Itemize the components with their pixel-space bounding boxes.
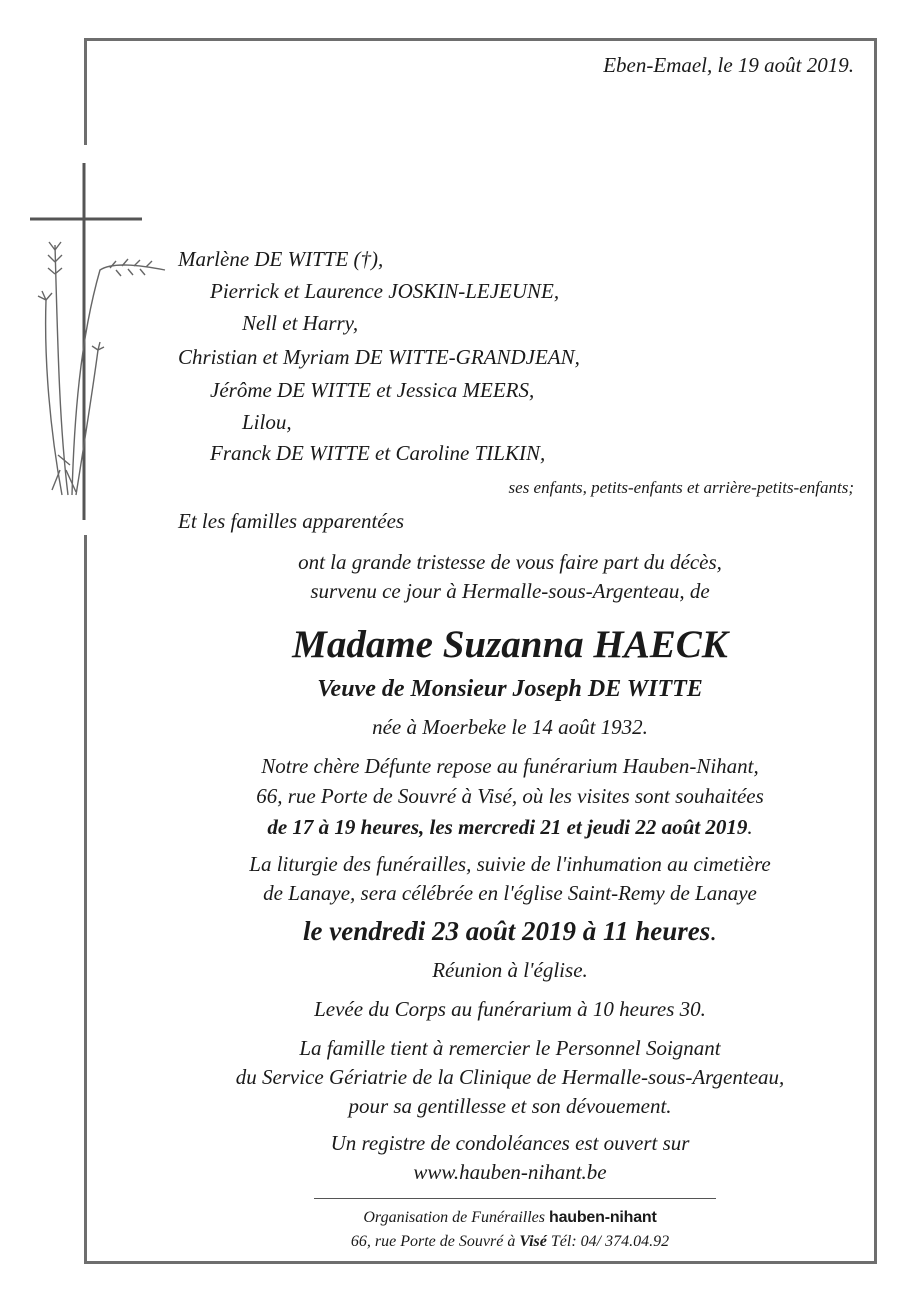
footer-city: Visé — [519, 1233, 547, 1250]
visitation-times-end: . — [747, 815, 753, 839]
thanks-line-1: La famille tient à remercier le Personnel Soignant — [299, 1036, 721, 1060]
liturgy-line-1: La liturgie des funérailles, suivie de l'inhumation au cimetière — [249, 852, 771, 876]
relatives-line: Et les familles apparentées — [178, 509, 405, 533]
footer-org — [170, 1209, 850, 1227]
footer-address-text: 66, rue Porte de Souvré à — [350, 1233, 516, 1250]
deceased-name: Madame Suzanna HAECK — [292, 623, 728, 666]
visitation-times — [170, 815, 850, 840]
intro-line-2: survenu ce jour à Hermalle-sous-Argenteau, de — [310, 579, 710, 603]
registry-url[interactable]: www.hauben-nihant.be — [413, 1160, 607, 1184]
footer-phone: Tél: 04/ 374.04.92 — [550, 1233, 670, 1250]
footer-address — [170, 1233, 850, 1251]
intro-line-1: ont la grande tristesse de vous faire part du décès, — [298, 550, 722, 574]
family-line-7: Franck DE WITTE et Caroline TILKIN, — [210, 441, 546, 465]
visitation-line-2: 66, rue Porte de Souvré à Visé, où les visites sont souhaitées — [256, 784, 764, 808]
thanks-line-3: pour sa gentillesse et son dévouement. — [348, 1094, 672, 1118]
levee-line: Levée du Corps au funérarium à 10 heures 30. — [314, 997, 706, 1021]
reunion-line: Réunion à l'église. — [432, 958, 588, 982]
family-line-1: Marlène DE WITTE (†), — [178, 247, 384, 271]
family-line-2: Pierrick et Laurence JOSKIN-LEJEUNE, — [210, 279, 560, 303]
family-relation: ses enfants, petits-enfants et arrière-petits-enfants; — [508, 478, 854, 497]
widow-of: Veuve de Monsieur Joseph DE WITTE — [317, 676, 703, 702]
liturgy-date — [170, 916, 850, 947]
visitation-line-1: Notre chère Défunte repose au funérarium Hauben-Nihant, — [261, 754, 759, 778]
family-line-3: Nell et Harry, — [242, 311, 359, 335]
visitation-times-bold: de 17 à 19 heures, les mercredi 21 et jeudi 22 août 2019 — [267, 815, 748, 839]
registry-line-1: Un registre de condoléances est ouvert sur — [330, 1131, 690, 1155]
footer-divider — [314, 1198, 716, 1199]
liturgy-date-bold: le vendredi 23 août 2019 à 11 heures — [302, 916, 711, 946]
family-line-4: Christian et Myriam DE WITTE-GRANDJEAN, — [178, 345, 580, 369]
family-line-6: Lilou, — [242, 410, 292, 434]
place-date: Eben-Emael, le 19 août 2019. — [603, 53, 854, 77]
footer-org-label: Organisation de Funérailles — [363, 1209, 545, 1226]
cross-wheat-icon — [0, 0, 200, 560]
family-line-5: Jérôme DE WITTE et Jessica MEERS, — [210, 378, 535, 402]
birth-line: née à Moerbeke le 14 août 1932. — [372, 715, 648, 739]
liturgy-line-2: de Lanaye, sera célébrée en l'église Saint-Remy de Lanaye — [263, 881, 757, 905]
liturgy-date-end: . — [710, 916, 717, 946]
thanks-line-2: du Service Gériatrie de la Clinique de Hermalle-sous-Argenteau, — [235, 1065, 785, 1089]
brand-logo: hauben-nihant — [549, 1209, 657, 1226]
